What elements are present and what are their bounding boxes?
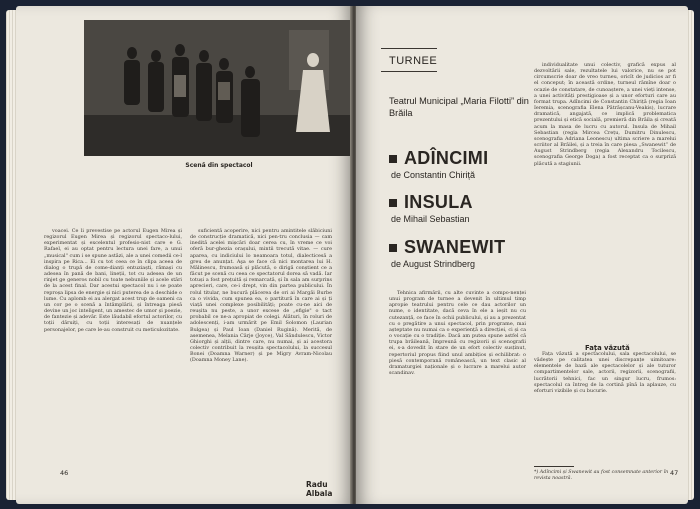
bullet-icon xyxy=(389,155,397,163)
article-column-left-2 xyxy=(190,228,332,478)
play-title-text: INSULA xyxy=(404,192,473,212)
play-title-text: SWANEWIT xyxy=(404,237,506,257)
article-text: suficientă acoperire, nici pentru amintitele slăbiciuni de construcție dramatică, nici pen-tru conclusia — cam inedită acelei mișcări doar cerea cu, în vreme ce voi oferă bur-ghezia orașului, mintii trecută vitae. — cure aparea, cu indiciului lo neamoara totul, dialecticesă a greu de anunțat. Aşa se face că nici montarea lui H. Mălinescu, frumoasă și plăcută, o dirigă conștient ce a făcut pe scenă cu ceea ce spectatorul dorea să vadă. Iar totuși a fost prețuită și remarcată, și în sala am surprins aprecieri, care, ce-i drept, vin din partea publicului. În rolul titular, ne bucură plăcerea de ori ai Margăi Burbe ca o vivida, cum spunea ea, o partitură în care ai și ți viață unei complexe posibilități; poate cu-ne aici de reușita nu peste, a unor excese de „efigie" o tact probabil ce ne-a apropiat de colegi. Alături, în roluri de adolescenți, i-am urmărit pe Emil Solomon (Laurian Bulgea) și Paul Ioan (Daniel Rugină). Merită, de asemenea, Melania Cârje (Joyce), Val Săndulescu, Victor Ghiorghi și alții, dintre care, nu numai, și ai acestora colectiv contribuit la reușita spectacolului, la succesul Bonei (Doamna Warner) și pe Migry Avram-Nicolau (Doamna Money Lane). xyxy=(190,228,332,364)
play-entry xyxy=(389,192,473,224)
article-text: Fața văzută a spectacolului, sala spectacolului, se vădește pe calitatea unei discrepanțe uimitoare: elementele de bază ale spectacolelor și ale tuturor compartimentelor sale, actorii, regizorii, scenografii, lucrătorii tehnici, fac un singur lucru, frumos: spectacolul ca întreg de la cortină pînă la aplauze, cu eforturi vizibile și cu bucurie. xyxy=(534,351,676,394)
play-entry xyxy=(389,148,488,180)
stage-photo xyxy=(84,20,352,156)
bullet-icon xyxy=(389,199,397,207)
theatre-name: Teatrul Municipal „Maria Filotti” din Brăila xyxy=(389,96,529,118)
play-entry xyxy=(389,237,505,269)
right-page xyxy=(356,6,688,504)
play-author: de Constantin Chiriță xyxy=(391,170,476,180)
page-number-right: 47 xyxy=(670,469,679,477)
play-title xyxy=(389,192,473,213)
article-column-right-3 xyxy=(534,351,676,463)
footnote: *) Adîncimi și Swanewit au fost consemnate anterior în revista noastră. xyxy=(534,470,669,481)
sub-heading: Fața văzută xyxy=(585,344,630,352)
photo-caption: Scenă din spectacol xyxy=(185,162,253,169)
play-title-text: ADÎNCIMI xyxy=(404,148,489,168)
article-column-right-1 xyxy=(389,290,526,490)
article-author: Radu Albala xyxy=(306,480,333,498)
play-title xyxy=(389,237,505,258)
book-spread xyxy=(4,6,696,504)
page-number-left: 46 xyxy=(60,469,69,477)
article-text: individualitate unui colectiv, grafică expus al dezvoltării sale, rezultatele lui valorice, nu se pot circumscrie doar de vreo turneu, oricît de judicios ar fi el conceput; în această ordine, turneul rămîne doar o ocazie de constatare, de cunoaștere, a unei vieți intense, a unei activități prestigioase și a unor eforturi care au format trupa. Adîncimi de Constantin Chiriță (regia Ioan Ieremia, scenografia Elena Pătrășcanu-Veakis), lucrare dramatică, angajată, ce implică problematica prezentului și etică socială, premieră din Brăila și creată acum la masa de lucru cu autorul. Insula de Mihail Sebastian (regia Mircea Crețu, Dumitru Dinulescu, scenografia Adriana Leonescu) ultima scriere a marelui scriitor al Brăilei, și a treia în care piesa „Swanewit” de August Strindberg (regia Alexandru Tocilescu, scenografia George Doga) a fost receptat ca o surpriză plăcută a stagiunii. xyxy=(534,62,676,167)
bullet-icon xyxy=(389,244,397,252)
section-title: TURNEE xyxy=(389,55,438,67)
left-page xyxy=(16,6,352,504)
footnote-rule xyxy=(534,466,574,467)
article-text: voacei. Ce li prevestise pe actorul Eugen Mirea și regizorul Eugen Mirea și regizorul spectaco-lului, experimentat și excelentul profesio-nist care e G. Rafael, ei au optat pentru lectura unei fare, a unui „musical" cum i se spune astăzi, ale a unei comedii ce-l inspira pe Rica... Ei cu tot ceea ce în clipa aceea de dialog o trupă de come-dianți entuziaști, rămași cu adesea în pană de bani, lineții, tot cu adesea de un rinjet ge generos nobil cu toate nebuniile și acele stări de la acest final. Dar acestui spectacol nu i se poate reproșa lipsa de energie și nici puterea de a deschide o lume. Cu aplomb ei au alergat acest trup de oameni ca un cor pe o scenă a întâmplării, și întreaga piesă devine un joc inteligent, un amestec de umor și poezie, de fantezie și adevăr. Este lăudabil efortul actorilor, cu toții dăruiți, cu toții interesați de nuanțele personajelor, pe care le-au construit cu meticulozitate. xyxy=(44,228,182,333)
play-author: de August Strindberg xyxy=(391,259,476,269)
stage-scene-illustration xyxy=(84,20,352,156)
article-column-left-1 xyxy=(44,228,182,468)
play-author: de Mihail Sebastian xyxy=(391,214,470,224)
article-column-right-2 xyxy=(534,62,676,344)
article-text: Tehnica afirmării, cu alte cuvinte a compo-nenței unui program de turnee a devenit în ultimul timp apropie teatrului pentru cele ce dau actorilor un nume, o identitate, dacă ceva în ele a ieșit nu cu cutezanță, ce face în ochii publicului, și au a prezentat cu o pregătire a unui spectacol, prin programe, mai așteptate nu numai ca o experiență a direcției, ci și ca o vocație cu o tradiție. Dacă am putea spune astfel că trupa brăileană, împreună cu regizorii și scenografii ei, s-a dovedit în stare de un efort colectiv susținut, repertoriul propus fiind unul ambițios și echilibrat: o piesă contemporană românească, un text clasic al dramaturgiei naționale și o lucrare a marelui autor scandinav. xyxy=(389,290,526,377)
play-title xyxy=(389,148,488,169)
